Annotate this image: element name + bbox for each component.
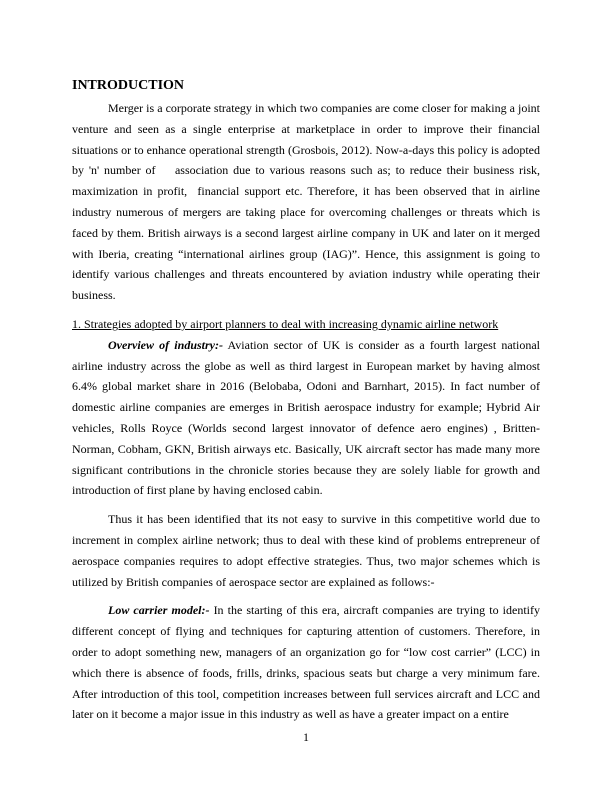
- introduction-heading: INTRODUCTION: [72, 78, 185, 93]
- low-carrier-paragraph: [72, 600, 540, 725]
- low-carrier-label: Low carrier model:-: [108, 603, 210, 618]
- overview-text: Aviation sector of UK is consider as a fourth largest national airline industry across the globe as well as third largest in European market by having almost 6.4% global market share in 2016 (Belobaba, Odoni and Barnhart, 2015). In fact number of domestic airline companies are emerges in British aerospace industry for example; Hybrid Air vehicles, Rolls Royce (Worlds second largest innovator of defence aero engines) , Britten-Norman, Cobham, GKN, British airways etc. Basically, UK aircraft sector has made many more significant contributions in the chronicle stories because they are solely liable for growth and introduction of first plane by having enclosed cabin.: [72, 337, 541, 498]
- overview-paragraph: [72, 335, 540, 501]
- page-content: [72, 77, 540, 725]
- page-number: 1: [303, 730, 309, 744]
- low-carrier-text: In the starting of this era, aircraft companies are trying to identify different concept of flying and techniques for capturing attention of customers. Therefore, in order to adopt something new, managers of an organization go for “low cost carrier” (LCC) in which there is absence of foods, frills, drinks, spacious seats but charge a very minimum fare. After introduction of this tool, competition increases between full services aircraft and LCC and later on it become a major issue in this industry as well as have a greater impact on a entire: [72, 603, 540, 722]
- section-title: 1. Strategies adopted by airport planners to deal with increasing dynamic airline network: [72, 316, 499, 331]
- intro-paragraph: Merger is a corporate strategy in which two companies are come closer for making a joint venture and seen as a single enterprise at marketplace in order to improve their financial situations or to enhance operational strength (Grosbois, 2012). Now-a-days this policy is adopted by 'n' number of association due to various reasons such as; to reduce their business risk, maximization in profit, financial support etc. Therefore, it has been observed that in airline industry numerous of mergers are taking place for overcoming challenges or threats which is faced by them. British airways is a second largest airline company in UK and later on it merged with Iberia, creating “international airlines group (IAG)”. Hence, this assignment is going to identify various challenges and threats encountered by aviation industry while operating their business.: [72, 101, 540, 303]
- overview-label: Overview of industry:-: [108, 337, 223, 352]
- survival-paragraph: Thus it has been identified that its not easy to survive in this competitive world due to increment in complex airline network; thus to deal with these kind of problems entrepreneur of aerospace companies requires to adopt effective strategies. Thus, two major schemes which is utilized by British companies of aerospace sector are explained as follows:-: [72, 512, 540, 589]
